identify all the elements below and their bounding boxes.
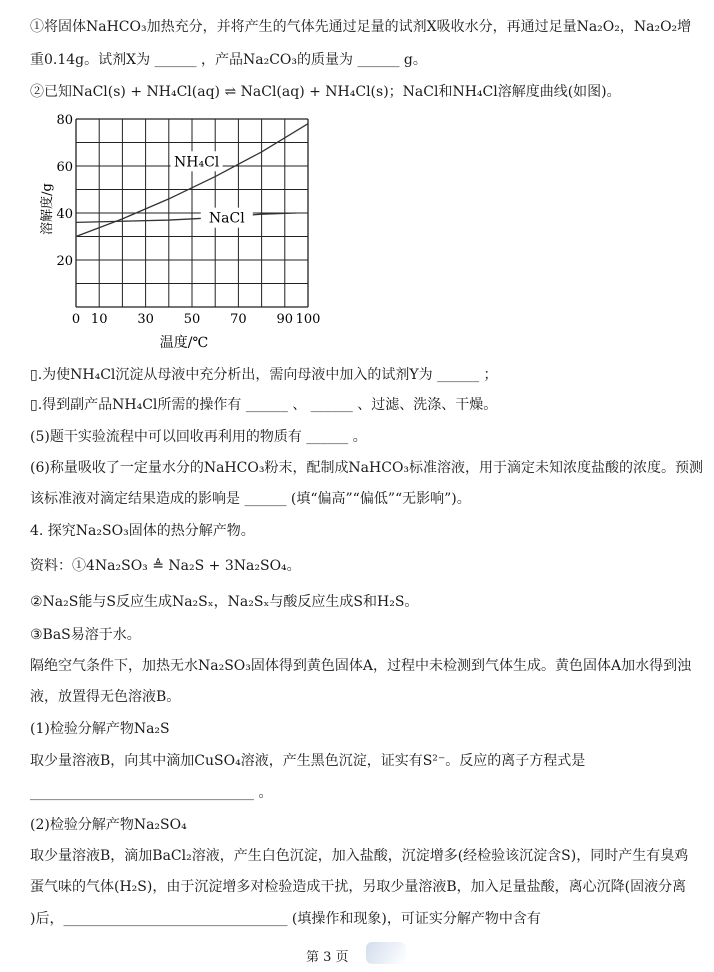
text-line: ▯.得到副产品NH₄Cl所需的操作有 ______ 、 ______ 、过滤、洗涤、干燥。 — [30, 397, 498, 413]
y-tick-label: 20 — [56, 254, 73, 269]
text-line: 取少量溶液B，向其中滴加CuSO₄溶液，产生黑色沉淀，证实有S²⁻。反应的离子方程式是 — [30, 753, 586, 769]
text-line: 资料：①4Na₂SO₃ ≜ Na₂S + 3Na₂SO₄。 — [30, 558, 301, 574]
x-tick-label: 0 — [71, 312, 81, 327]
text-line: )后，________________________________ (填操作和现象)，可证实分解产物中含有 — [30, 911, 541, 927]
text-line: 4. 探究Na₂SO₃固体的热分解产物。 — [30, 523, 255, 539]
text-line: 隔绝空气条件下，加热无水Na₂SO₃固体得到黄色固体A，过程中未检测到气体生成。黄色固体A加水得到浊 — [30, 658, 692, 674]
scan-smudge — [366, 942, 406, 964]
x-tick-label: 70 — [230, 312, 247, 327]
text-line: 该标准液对滴定结果造成的影响是 ______ (填“偏高”“偏低”“无影响”)。 — [30, 491, 471, 507]
text-line: ________________________________ 。 — [30, 785, 273, 801]
x-tick-label: 100 — [295, 312, 321, 327]
y-tick-label: 60 — [56, 160, 73, 175]
text-line: 液，放置得无色溶液B。 — [30, 689, 181, 705]
text-line: 重0.14g。试剂X为 ______ ，产品Na₂CO₃的质量为 ______ g。 — [30, 52, 427, 68]
x-axis-label: 温度/℃ — [159, 335, 209, 351]
text-line: (2)检验分解产物Na₂SO₄ — [30, 817, 187, 833]
x-tick-label: 50 — [183, 312, 201, 327]
y-tick-label: 40 — [56, 207, 73, 222]
text-line: (6)称量吸收了一定量水分的NaHCO₃粉末，配制成NaHCO₃标准溶液，用于滴定未知浓度盐酸的浓度。预测 — [30, 460, 704, 476]
solubility-chart — [40, 105, 330, 355]
text-line: ③BaS易溶于水。 — [30, 627, 141, 643]
x-tick-label: 90 — [276, 312, 294, 327]
text-line: 蛋气味的气体(H₂S)，由于沉淀增多对检验造成干扰，另取少量溶液B，加入足量盐酸，离心沉降(固液分离 — [30, 879, 687, 895]
x-tick-label: 10 — [90, 312, 108, 327]
series-line-nacl — [76, 213, 296, 222]
text-line: (5)题干实验流程中可以回收再利用的物质有 ______ 。 — [30, 429, 367, 445]
text-line: (1)检验分解产物Na₂S — [30, 721, 170, 737]
text-line: 取少量溶液B，滴加BaCl₂溶液，产生白色沉淀，加入盐酸，沉淀增多(经检验该沉淀含S)，同时产生有臭鸡 — [30, 848, 689, 864]
x-tick-label: 30 — [137, 312, 154, 327]
text-line: ▯.为使NH₄Cl沉淀从母液中充分析出，需向母液中加入的试剂Y为 ______ ； — [30, 367, 498, 383]
page-number: 第 3 页 — [306, 950, 349, 965]
text-line: ②Na₂S能与S反应生成Na₂Sₓ，Na₂Sₓ与酸反应生成S和H₂S。 — [30, 594, 419, 610]
y-tick-label: 80 — [56, 113, 73, 128]
text-line: ②已知NaCl(s) + NH₄Cl(aq) ⇌ NaCl(aq) + NH₄Cl(s)；NaCl和NH₄Cl溶解度曲线(如图)。 — [30, 84, 621, 100]
text-line: ①将固体NaHCO₃加热充分，并将产生的气体先通过足量的试剂X吸收水分，再通过足量Na₂O₂，Na₂O₂增 — [30, 19, 692, 35]
series-label: NH₄Cl — [174, 154, 220, 171]
y-axis-label: 溶解度/g — [40, 183, 55, 235]
series-label: NaCl — [208, 210, 245, 227]
